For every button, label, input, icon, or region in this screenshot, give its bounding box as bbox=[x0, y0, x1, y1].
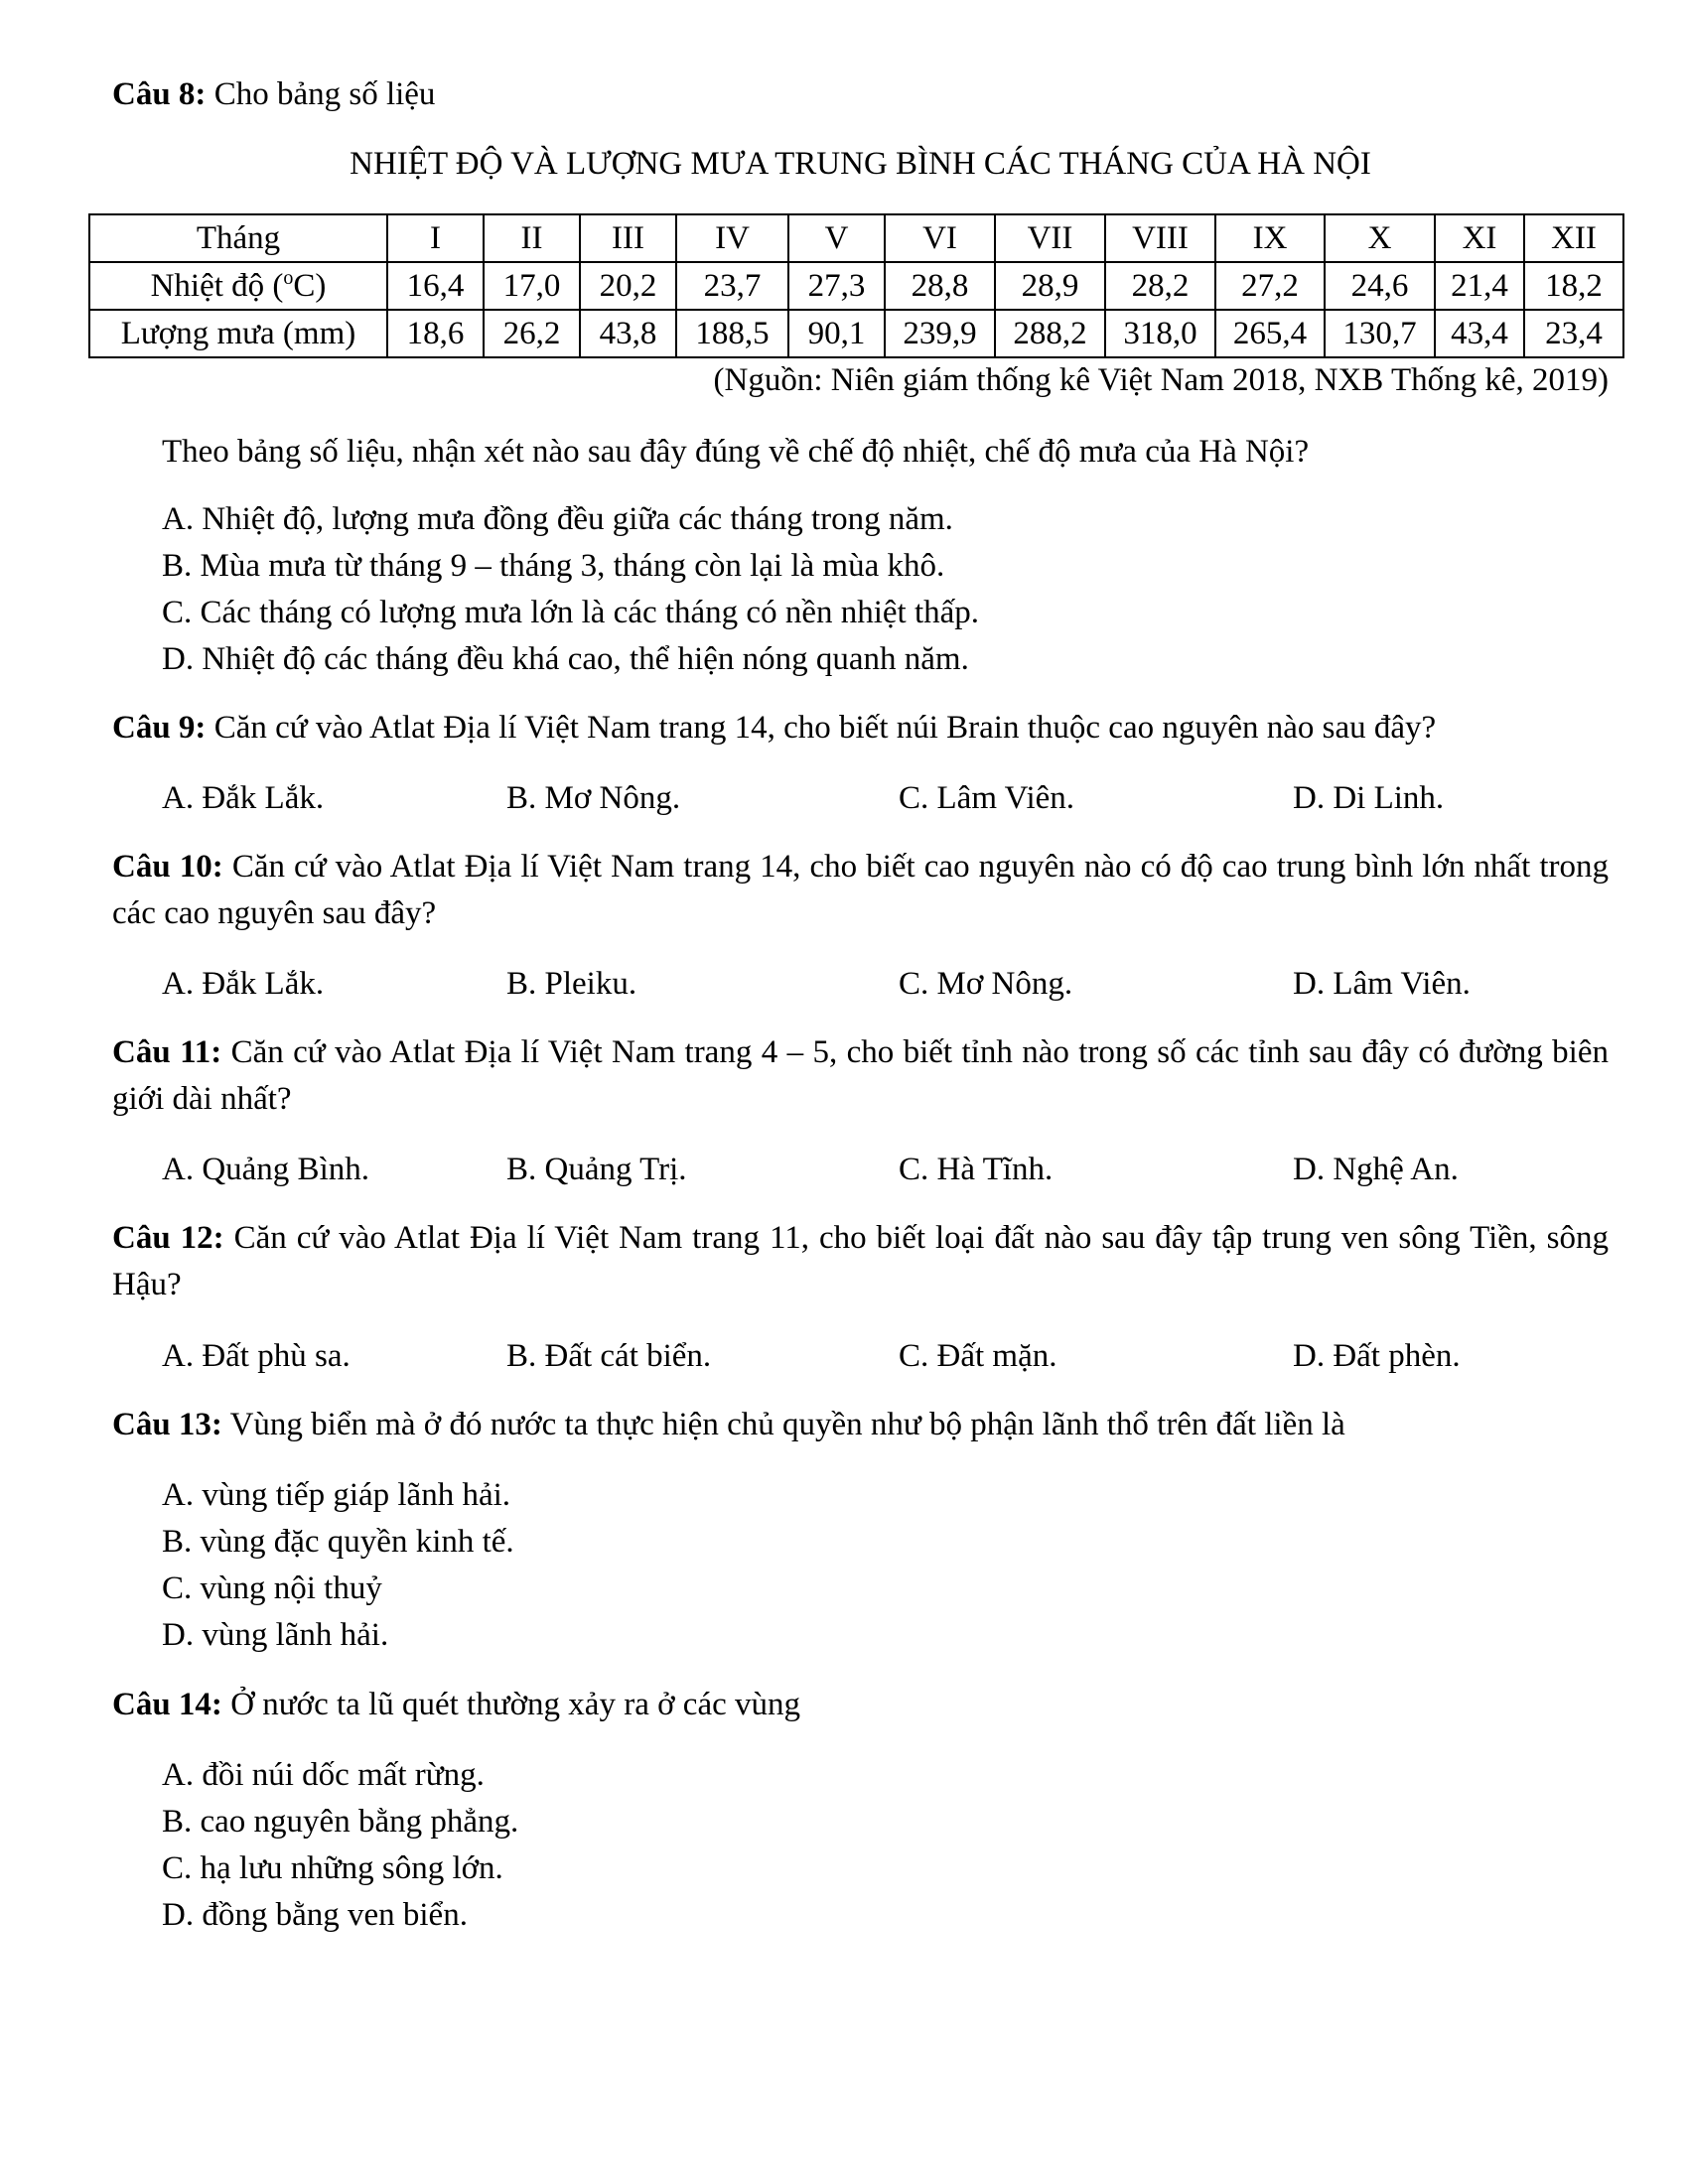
rainfall-cell: 265,4 bbox=[1215, 310, 1325, 357]
q11-stem bbox=[112, 1029, 1609, 1123]
rainfall-cell: 288,2 bbox=[995, 310, 1105, 357]
q9-text: Căn cứ vào Atlat Địa lí Việt Nam trang 14, cho biết núi Brain thuộc cao nguyên nào sau đây? bbox=[206, 710, 1437, 746]
month-cell: VI bbox=[885, 214, 995, 262]
q10-text: Căn cứ vào Atlat Địa lí Việt Nam trang 14, cho biết cao nguyên nào có độ cao trung bình lớn nhất trong các cao nguyên sau đây? bbox=[112, 849, 1609, 931]
temperature-cell: 27,2 bbox=[1215, 262, 1325, 310]
q9-option-d: D. Di Linh. bbox=[1293, 780, 1445, 816]
temp-label-b: C) bbox=[293, 268, 327, 304]
temperature-cell: 28,8 bbox=[885, 262, 995, 310]
rainfall-cell: 188,5 bbox=[676, 310, 788, 357]
month-cell: VIII bbox=[1105, 214, 1215, 262]
month-cell: V bbox=[788, 214, 885, 262]
month-cell: II bbox=[484, 214, 580, 262]
q12-option-a: A. Đất phù sa. bbox=[162, 1338, 351, 1374]
rainfall-header-cell: Lượng mưa (mm) bbox=[89, 310, 387, 357]
q13-stem bbox=[112, 1402, 1609, 1448]
q8-stem bbox=[112, 71, 1609, 118]
month-cell: X bbox=[1325, 214, 1435, 262]
temperature-cell: 23,7 bbox=[676, 262, 788, 310]
q12-text: Căn cứ vào Atlat Địa lí Việt Nam trang 11, cho biết loại đất nào sau đây tập trung ven sông Tiền, sông Hậu? bbox=[112, 1220, 1609, 1302]
q13-label: Câu 13: bbox=[112, 1407, 222, 1442]
temperature-cell: 27,3 bbox=[788, 262, 885, 310]
q10-option-d: D. Lâm Viên. bbox=[1293, 966, 1471, 1002]
month-cell: III bbox=[580, 214, 676, 262]
temperature-cell: 28,2 bbox=[1105, 262, 1215, 310]
table-source: (Nguồn: Niên giám thống kê Việt Nam 2018, NXB Thống kê, 2019) bbox=[713, 362, 1609, 398]
temperature-cell: 18,2 bbox=[1524, 262, 1623, 310]
temperature-cell: 28,9 bbox=[995, 262, 1105, 310]
q9-option-c: C. Lâm Viên. bbox=[899, 780, 1075, 816]
q9-option-a: A. Đắk Lắk. bbox=[162, 780, 325, 816]
rainfall-cell: 130,7 bbox=[1325, 310, 1435, 357]
q13-option-a: A. vùng tiếp giáp lãnh hải. bbox=[162, 1477, 511, 1513]
q12-option-b: B. Đất cát biển. bbox=[506, 1338, 712, 1374]
q11-option-c: C. Hà Tĩnh. bbox=[899, 1152, 1054, 1187]
temperature-cell: 20,2 bbox=[580, 262, 676, 310]
q14-option-a: A. đồi núi dốc mất rừng. bbox=[162, 1757, 485, 1793]
q14-stem bbox=[112, 1682, 1609, 1728]
q9-label: Câu 9: bbox=[112, 710, 207, 746]
temperature-header-cell bbox=[89, 262, 387, 310]
month-row bbox=[89, 214, 1623, 262]
q11-text: Căn cứ vào Atlat Địa lí Việt Nam trang 4 – 5, cho biết tỉnh nào trong số các tỉnh sau đây có đường biên giới dài nhất? bbox=[112, 1034, 1609, 1117]
q8-text: Cho bảng số liệu bbox=[206, 76, 436, 112]
q10-label: Câu 10: bbox=[112, 849, 223, 885]
climate-table bbox=[88, 213, 1624, 358]
q14-option-c: C. hạ lưu những sông lớn. bbox=[162, 1850, 503, 1886]
q8-question: Theo bảng số liệu, nhận xét nào sau đây đúng về chế độ nhiệt, chế độ mưa của Hà Nội? bbox=[162, 434, 1310, 470]
q14-label: Câu 14: bbox=[112, 1687, 222, 1722]
table-title: NHIỆT ĐỘ VÀ LƯỢNG MƯA TRUNG BÌNH CÁC THÁNG CỦA HÀ NỘI bbox=[350, 146, 1371, 182]
temp-label-degree: o bbox=[283, 267, 294, 289]
rainfall-cell: 43,8 bbox=[580, 310, 676, 357]
q8-label: Câu 8: bbox=[112, 76, 207, 112]
q12-option-c: C. Đất mặn. bbox=[899, 1338, 1057, 1374]
rainfall-cell: 18,6 bbox=[387, 310, 484, 357]
q11-option-a: A. Quảng Bình. bbox=[162, 1152, 369, 1187]
month-cell: IX bbox=[1215, 214, 1325, 262]
q14-text: Ở nước ta lũ quét thường xảy ra ở các vùng bbox=[221, 1687, 800, 1722]
q14-option-d: D. đồng bằng ven biển. bbox=[162, 1897, 468, 1933]
rainfall-row bbox=[89, 310, 1623, 357]
q10-option-a: A. Đắk Lắk. bbox=[162, 966, 325, 1002]
month-cell: XI bbox=[1435, 214, 1524, 262]
month-cell: VII bbox=[995, 214, 1105, 262]
q11-label: Câu 11: bbox=[112, 1034, 222, 1070]
temperature-cell: 17,0 bbox=[484, 262, 580, 310]
temperature-row bbox=[89, 262, 1623, 310]
temp-label-a: Nhiệt độ ( bbox=[150, 268, 284, 304]
q13-text: Vùng biển mà ở đó nước ta thực hiện chủ quyền như bộ phận lãnh thổ trên đất liền là bbox=[221, 1407, 1345, 1442]
rainfall-cell: 26,2 bbox=[484, 310, 580, 357]
rainfall-cell: 23,4 bbox=[1524, 310, 1623, 357]
q14-option-b: B. cao nguyên bằng phẳng. bbox=[162, 1804, 519, 1840]
q8-option-c: C. Các tháng có lượng mưa lớn là các tháng có nền nhiệt thấp. bbox=[162, 595, 980, 630]
rainfall-cell: 43,4 bbox=[1435, 310, 1524, 357]
q8-option-a: A. Nhiệt độ, lượng mưa đồng đều giữa các tháng trong năm. bbox=[162, 501, 953, 537]
q12-label: Câu 12: bbox=[112, 1220, 224, 1256]
rainfall-cell: 239,9 bbox=[885, 310, 995, 357]
q11-option-b: B. Quảng Trị. bbox=[506, 1152, 687, 1187]
q13-option-b: B. vùng đặc quyền kinh tế. bbox=[162, 1524, 514, 1560]
q8-option-b: B. Mùa mưa từ tháng 9 – tháng 3, tháng còn lại là mùa khô. bbox=[162, 548, 945, 584]
q9-option-b: B. Mơ Nông. bbox=[506, 780, 681, 816]
q9-stem bbox=[112, 705, 1609, 751]
q13-option-d: D. vùng lãnh hải. bbox=[162, 1617, 389, 1653]
month-cell: IV bbox=[676, 214, 788, 262]
q8-option-d: D. Nhiệt độ các tháng đều khá cao, thể hiện nóng quanh năm. bbox=[162, 641, 969, 677]
rainfall-cell: 318,0 bbox=[1105, 310, 1215, 357]
month-header-cell: Tháng bbox=[89, 214, 387, 262]
q11-option-d: D. Nghệ An. bbox=[1293, 1152, 1459, 1187]
temperature-cell: 21,4 bbox=[1435, 262, 1524, 310]
month-cell: I bbox=[387, 214, 484, 262]
q10-option-c: C. Mơ Nông. bbox=[899, 966, 1073, 1002]
temperature-cell: 16,4 bbox=[387, 262, 484, 310]
temperature-cell: 24,6 bbox=[1325, 262, 1435, 310]
q10-stem bbox=[112, 844, 1609, 937]
q13-option-c: C. vùng nội thuỷ bbox=[162, 1570, 382, 1606]
q10-option-b: B. Pleiku. bbox=[506, 966, 637, 1002]
month-cell: XII bbox=[1524, 214, 1623, 262]
q12-option-d: D. Đất phèn. bbox=[1293, 1338, 1461, 1374]
rainfall-cell: 90,1 bbox=[788, 310, 885, 357]
q12-stem bbox=[112, 1215, 1609, 1308]
